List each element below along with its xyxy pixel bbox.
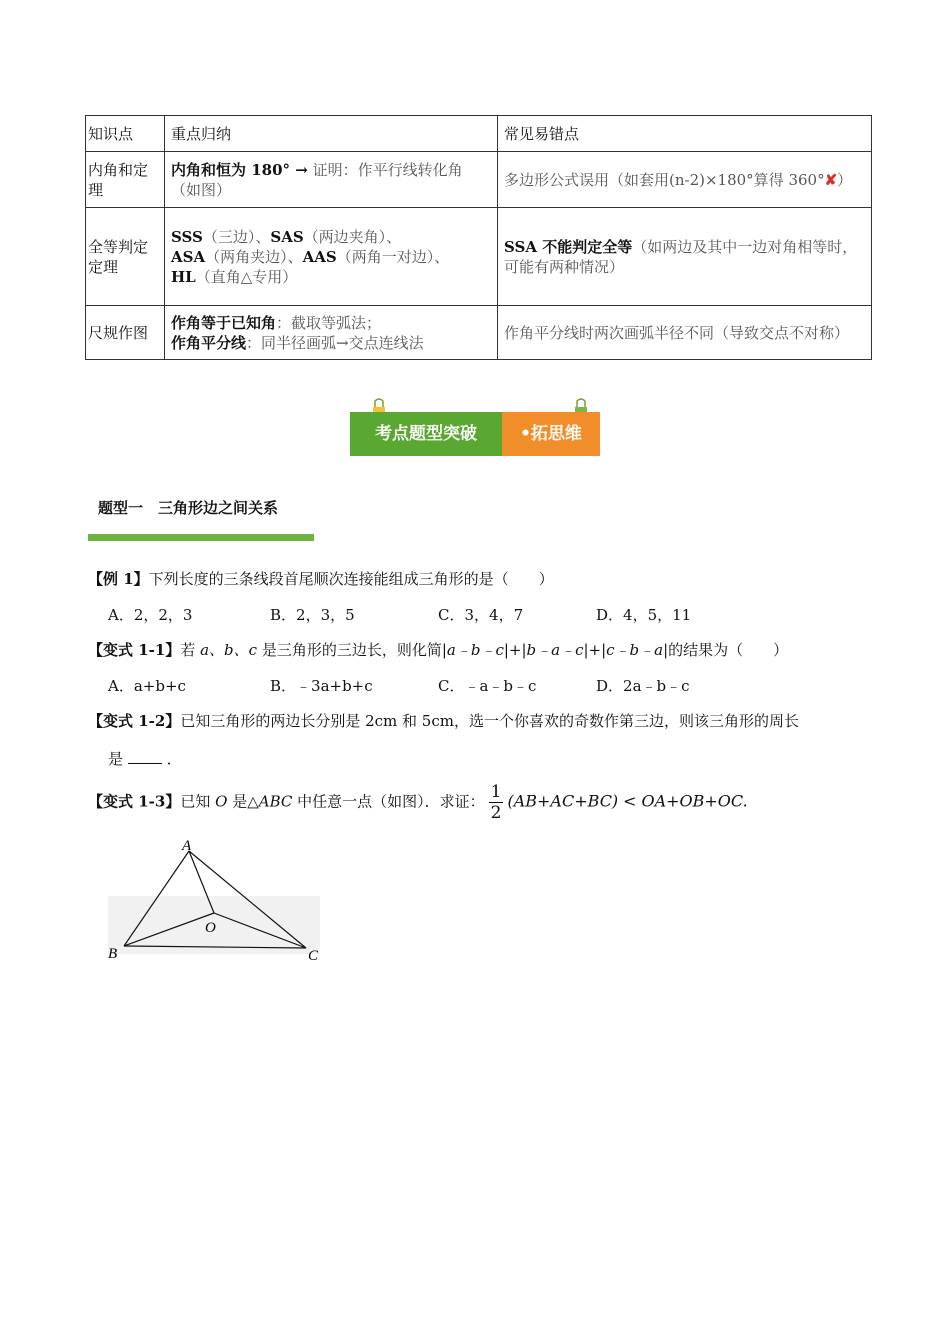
table-row: [86, 208, 872, 306]
var-o: O: [215, 792, 228, 811]
expr-right: < OA+OB+OC.: [622, 791, 748, 811]
variant-text-c: 中任意一点（如图）．求证：: [292, 792, 485, 811]
variant-vars: a、b、c: [200, 641, 258, 659]
variant-text-b: 是△: [227, 792, 259, 811]
section-title: 题型一 三角形边之间关系: [98, 499, 279, 517]
row-error: [498, 152, 872, 208]
key-rest: （三边）、: [202, 227, 271, 246]
variant-1-3: [88, 782, 748, 823]
expr-left: (AB+AC+BC): [507, 791, 619, 811]
option-a: A．a+b+c: [108, 677, 186, 695]
label-c: C: [308, 948, 319, 964]
key-bold: AAS: [302, 247, 337, 266]
variant-tag: 【变式 1-3】: [88, 792, 181, 811]
answer-blank: [128, 749, 162, 764]
key-bold: 作角平分线: [171, 333, 247, 352]
variant-expr: |a﹣b﹣c|+|b﹣a﹣c|+|c﹣b﹣a|: [441, 641, 669, 659]
cross-icon: ✘: [824, 170, 838, 189]
header-key-points: 重点归纳: [165, 116, 498, 152]
key-bold: ASA: [171, 247, 206, 266]
error-end: ）: [837, 170, 853, 189]
triangle-figure: [100, 834, 330, 964]
header-topic: 知识点: [86, 116, 165, 152]
option-c: C．3，4，7: [438, 606, 524, 624]
section-banner: [350, 398, 600, 458]
key-bold: 内角和恒为 180° →: [171, 160, 308, 179]
row-error: 作角平分线时两次画弧半径不同（导致交点不对称）: [498, 306, 872, 360]
example-text: 下列长度的三条线段首尾顺次连接能组成三角形的是（ ）: [148, 570, 554, 588]
table-row: [86, 306, 872, 360]
banner-left-text: 考点题型突破: [350, 412, 502, 456]
error-text: 多边形公式误用（如套用(n-2)×180°算得 360°: [504, 170, 825, 189]
key-bold: SAS: [270, 227, 304, 246]
row-key-point: [165, 306, 498, 360]
header-common-errors: 常见易错点: [498, 116, 872, 152]
key-rest: （两角一对边）、: [336, 247, 450, 266]
variant-1-1: [88, 639, 788, 660]
variant-text: 已知三角形的两边长分别是 2cm 和 5cm，选一个你喜欢的奇数作第三边，则该三角形的周长: [180, 712, 799, 730]
variant-tag: 【变式 1-2】: [88, 712, 181, 730]
row-topic: 尺规作图: [86, 306, 165, 360]
example-tag: 【例 1】: [88, 570, 149, 588]
key-rest: （两边夹角）、: [303, 227, 402, 246]
label-a: A: [182, 838, 192, 854]
fraction: [489, 782, 504, 823]
example-1: [88, 568, 554, 589]
key-rest: ：截取等弧法；: [276, 313, 382, 332]
variant-text-a: 已知: [180, 792, 216, 811]
key-bold: HL: [171, 267, 196, 286]
option-b: B．2，3，5: [270, 606, 355, 624]
variant-text-b: 是三角形的三边长，则化简: [257, 641, 442, 659]
option-c: C．﹣a﹣b﹣c: [438, 677, 537, 695]
key-bold: SSS: [171, 227, 203, 246]
label-b: B: [108, 946, 118, 962]
label-o: O: [205, 920, 216, 936]
variant-tag: 【变式 1-1】: [88, 641, 181, 659]
row-error: [498, 208, 872, 306]
fraction-denominator: 2: [490, 803, 502, 823]
key-rest: 证明：作平行线转化角（如图）: [171, 160, 463, 199]
variant-text-c: 的结果为（ ）: [668, 641, 789, 659]
table-header-row: [86, 116, 872, 152]
banner-right-text: •拓思维: [502, 412, 600, 456]
variant-text: ．: [166, 750, 182, 768]
table-row: [86, 152, 872, 208]
variant-text: 是: [108, 750, 124, 768]
variant-1-2: [88, 710, 799, 731]
option-a: A．2，2，3: [108, 606, 193, 624]
row-topic: 全等判定定理: [86, 208, 165, 306]
key-rest: ：同半径画弧→交点连线法: [246, 333, 424, 352]
option-d: D．4，5，11: [596, 606, 692, 624]
error-rest: （如两边及其中一边对角相等时，可能有两种情况）: [504, 237, 858, 276]
row-key-point: [165, 208, 498, 306]
section-underline: [88, 534, 314, 541]
knowledge-table: [85, 115, 872, 360]
var-abc: ABC: [258, 792, 293, 811]
variant-1-2-cont: [108, 748, 182, 769]
key-rest: （两角夹边）、: [205, 247, 303, 266]
row-topic: 内角和定理: [86, 152, 165, 208]
fraction-numerator: 1: [490, 782, 502, 802]
key-bold: 作角等于已知角: [171, 313, 277, 332]
row-key-point: [165, 152, 498, 208]
key-rest: （直角△专用）: [195, 267, 298, 286]
error-bold: SSA 不能判定全等: [504, 237, 633, 256]
option-b: B．﹣3a+b+c: [270, 677, 373, 695]
option-d: D．2a﹣b﹣c: [596, 677, 690, 695]
variant-text-a: 若: [180, 641, 201, 659]
